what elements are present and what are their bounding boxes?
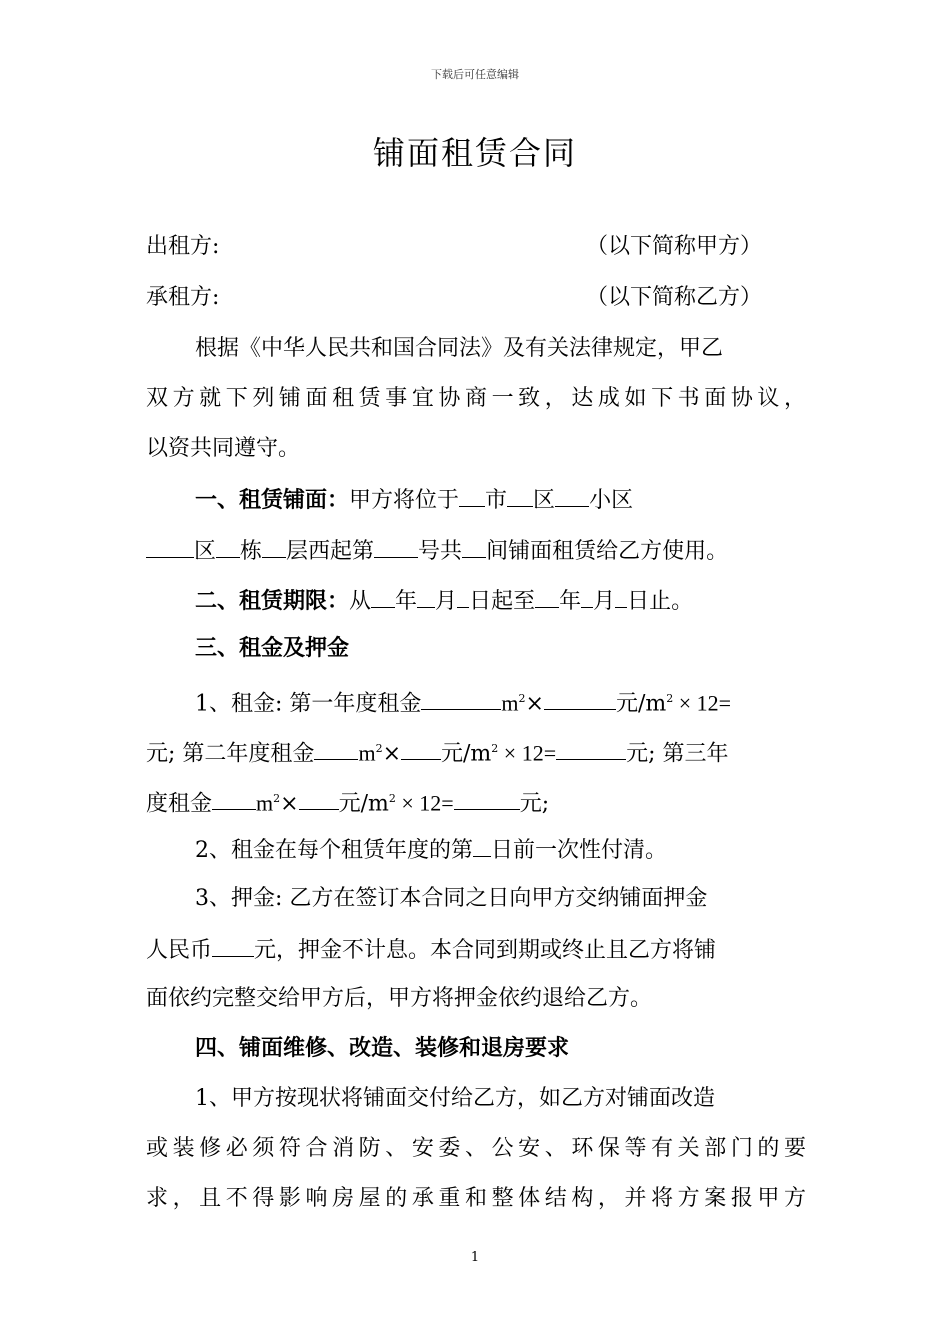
yuan-label: 元; [146,741,176,767]
times-sign: × [525,691,544,717]
blank-field [374,535,418,558]
intro-line-1: 根据《中华人民共和国合同法》及有关法律规定，甲乙 [195,336,724,361]
rent-3-label-cont: 度租金 [146,791,213,817]
pay-rule-end: 日前一次性付清。 [491,838,668,863]
day-end-label: 日止。 [627,589,694,614]
hao-label: 号共 [418,539,463,564]
rent-line-3: 度租金 $m^2\times$ 元$/m^2 \times 12=$ 元; [146,784,806,819]
yuan-per-m2: 元/m [615,691,667,717]
year-label: 年 [395,589,418,614]
deposit-line-3: 面依约完整交给甲方后，甲方将押金依约退给乙方。 [146,986,653,1011]
blank-field [262,535,286,558]
year-label: 年 [559,589,582,614]
blank-field [581,585,593,608]
blank-field [544,687,616,710]
times-sign: × [280,791,299,817]
page-number: 1 [470,1250,480,1265]
unit-m2: m [358,740,376,766]
blank-field [615,585,627,608]
rent-1-label: 1、租金: 第一年度租金 [195,691,422,717]
s4-item1-line-2: 或装修必须符合消防、安委、公安、环保等有关部门的要 [146,1136,806,1161]
from-label: 从 [349,589,372,614]
blank-field [417,585,435,608]
blank-field [212,934,254,957]
section-1-end: 间铺面租赁给乙方使用。 [486,539,729,564]
times-12: × 12= [673,690,732,716]
lessor-line [146,232,806,262]
deposit-rmb: 人民币 [146,938,213,963]
lessee-label: 承租方: [146,285,220,310]
blank-field [535,585,559,608]
rent-line-1: 1、租金: 第一年度租金 $m^2\times$ 元$/m^2 \times 12=$ [195,684,806,719]
blank-field [556,737,626,760]
section-1-line-2 [146,535,806,567]
blank-field [216,535,240,558]
blank-field [473,834,491,857]
lessor-paren: （以下简称甲方） [586,234,763,259]
blank-field [212,787,256,810]
district-label: 区 [533,488,556,513]
yuan-per-m2: 元/m [441,741,492,767]
day-from-label: 日起至 [469,589,536,614]
pay-rule: 2、租金在每个租赁年度的第 [195,838,473,863]
blank-field [507,484,533,507]
section-2-line [195,585,855,617]
blank-field [462,535,486,558]
blank-field [421,687,501,710]
blank-field [146,535,194,558]
rent-3-label: 第三年 [662,741,729,767]
deposit-yuan: 元 [254,938,277,963]
times-12: × 12= [498,740,557,766]
document-title: 铺面租赁合同 [372,134,577,172]
blank-field [371,585,395,608]
lessee-paren: （以下简称乙方） [586,285,763,310]
intro-line-3: 以资共同遵守。 [146,436,301,461]
unit-m2: m [256,790,274,816]
yuan-label: 元; [519,791,550,817]
section-1-text: 甲方将位于 [349,488,460,513]
section-4-heading: 四、铺面维修、改造、装修和退房要求 [195,1036,570,1061]
s4-item1-line-3: 求，且不得影响房屋的承重和整体结构，并将方案报甲方 [146,1186,806,1211]
ceng-label: 层西起第 [286,539,375,564]
yuan-per-m2: 元/m [338,791,389,817]
section-1-line-1 [195,484,855,516]
deposit-line-1: 3、押金: 乙方在签订本合同之日向甲方交纳铺面押金 [195,886,708,911]
month-label: 月 [593,589,616,614]
blank-field [401,737,441,760]
section-2-heading: 二、租赁期限： [195,589,350,614]
s4-item1-line-1: 1、甲方按现状将铺面交付给乙方，如乙方对铺面改造 [195,1086,715,1111]
times-12: × 12= [395,790,454,816]
unit-m2: m [501,690,519,716]
blank-field [299,787,339,810]
lessor-label: 出租方: [146,234,220,259]
pay-rule-line [195,834,855,866]
month-label: 月 [435,589,458,614]
city-label: 市 [485,488,508,513]
rent-line-2: 元; 第二年度租金 $m^2\times$ 元$/m^2 \times 12=$ 元; 第三年 [146,734,806,769]
deposit-text: ，押金不计息。本合同到期或终止且乙方将铺 [276,938,717,963]
qu-label: 区 [194,539,217,564]
yuan-label: 元; [626,741,656,767]
times-sign: × [382,741,401,767]
blank-field [454,787,520,810]
section-1-heading: 一、租赁铺面： [195,488,350,513]
lessee-line [146,283,806,313]
rent-2-label: 第二年度租金 [182,741,315,767]
header-note: 下载后可任意编辑 [431,68,519,81]
blank-field [555,484,589,507]
blank-field [314,737,358,760]
dong-label: 栋 [240,539,263,564]
community-label: 小区 [589,488,634,513]
deposit-line-2 [146,934,806,966]
intro-line-2: 双方就下列铺面租赁事宜协商一致，达成如下书面协议， [146,386,806,411]
blank-field [459,484,485,507]
blank-field [457,585,469,608]
section-3-heading: 三、租金及押金 [195,636,350,661]
